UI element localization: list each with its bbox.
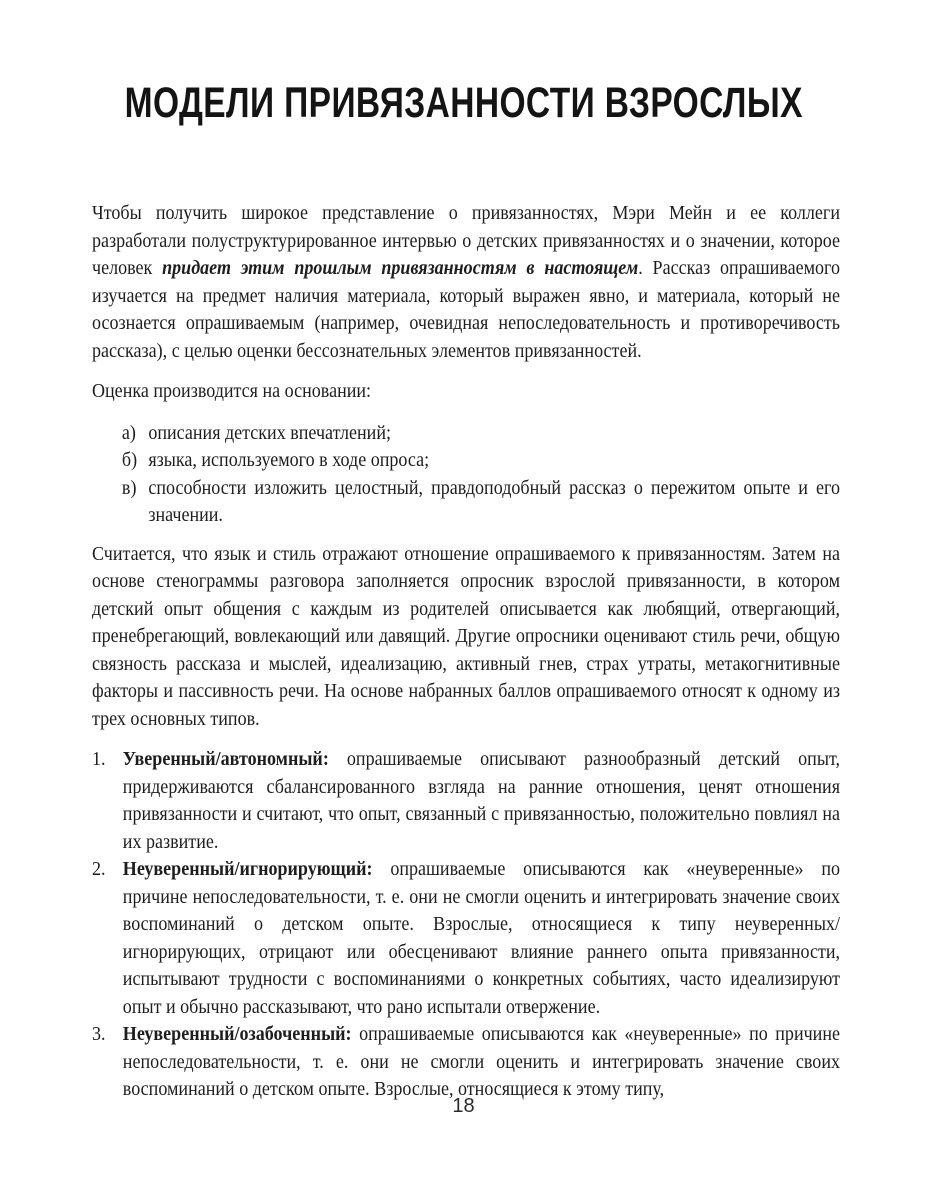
type-item-text: опрашиваемые описывают разнообразный детский опыт, придерживаются сбалансированного взгляда на ранние отношения, ценят отношения привязанности и считают, что опыт, связанный с привязанностью, положительно повлиял на их развитие.	[122, 748, 841, 853]
lettered-item-a	[92, 420, 840, 448]
basis-lettered-list	[92, 420, 840, 530]
lettered-item-text: описания детских впечатлений;	[148, 421, 392, 444]
type-item-term: Неуверенный/озабоченный:	[122, 1023, 352, 1045]
lettered-item-text: языка, используемого в ходе опроса;	[148, 449, 430, 471]
lettered-item-v	[92, 475, 840, 530]
type-item-2	[92, 856, 840, 1021]
type-item-marker: 1.	[92, 748, 106, 770]
type-item-marker: 2.	[92, 858, 106, 880]
scoring-paragraph: Считается, что язык и стиль отражают отношение опрашиваемого к привязанностям. Затем на основе стенограммы разговора заполняется опросник взрослой привязанности, в котором детский опыт общения с каждым из родителей описывается как любящий, отвергающий, пренебрегающий, вовлекающий или давящий. Другие опросники оценивают стиль речи, общую связность рассказа и мыслей, идеализацию, активный гнев, страх утраты, метакогнитивные факторы и пассивность речи. На основе набранных баллов опрашиваемого относят к одному из трех основных типов.	[92, 542, 840, 730]
type-item-3	[92, 1021, 840, 1104]
type-item-term: Неуверенный/игнорирующий:	[122, 858, 373, 880]
type-item-marker: 3.	[92, 1023, 106, 1045]
lettered-item-text: способности изложить целостный, правдоподобный рассказ о пережитом опыте и его значении.	[148, 476, 840, 526]
page-title-text: МОДЕЛИ ПРИВЯЗАННОСТИ ВЗРОСЛЫХ	[124, 79, 803, 127]
page-number: 18	[452, 1095, 475, 1117]
type-item-text: опрашиваемые описываются как «неуверенные» по причине непоследовательности, т. е. они не смогли оценить и интегрировать значение своих воспоминаний о детском опыте. Взрослые, относящиеся к этому типу,	[122, 1023, 841, 1100]
page-body	[92, 200, 840, 1104]
lettered-item-b	[92, 447, 840, 475]
type-item-1	[92, 746, 840, 856]
intro-text-after: . Рассказ опрашиваемого изучается на предмет наличия материала, который выражен явно, и материала, который не осознается опрашиваемым (например, очевидная непоследовательность и противоречивость рассказа), с целью оценки бессознательных элементов привязанностей.	[92, 257, 840, 362]
basis-lead: Оценка производится на основании:	[92, 380, 372, 402]
type-item-text: опрашиваемые описываются как «неуверенные» по причине непоследовательности, т. е. они не смогли оценить и интегрировать значение своих воспоминаний о детском опыте. Взрослые, относящиеся к типу неуверенных/игнорирующих, отрицают или обесценивают влияние раннего опыта привязанности, испытывают трудности с воспоминаниями о конкретных событиях, часто идеализируют опыт и обычно рассказывают, что рано испытали отвержение.	[122, 858, 841, 1018]
lettered-item-marker: в)	[121, 476, 137, 499]
page-title	[0, 80, 927, 127]
type-item-term: Уверенный/автономный:	[122, 748, 329, 770]
attachment-types-list	[92, 746, 840, 1104]
intro-emphasis: придает этим прошлым привязанностям в настоящем	[162, 257, 639, 279]
intro-paragraph	[92, 200, 840, 365]
lettered-item-marker: а)	[121, 421, 136, 444]
lettered-item-marker: б)	[121, 449, 138, 471]
intro-text-before: Чтобы получить широкое представление о привязанностях, Мэри Мейн и ее коллеги разработали полуструктурированное интервью о детских привязанностях и о значении, которое человек	[92, 202, 840, 279]
